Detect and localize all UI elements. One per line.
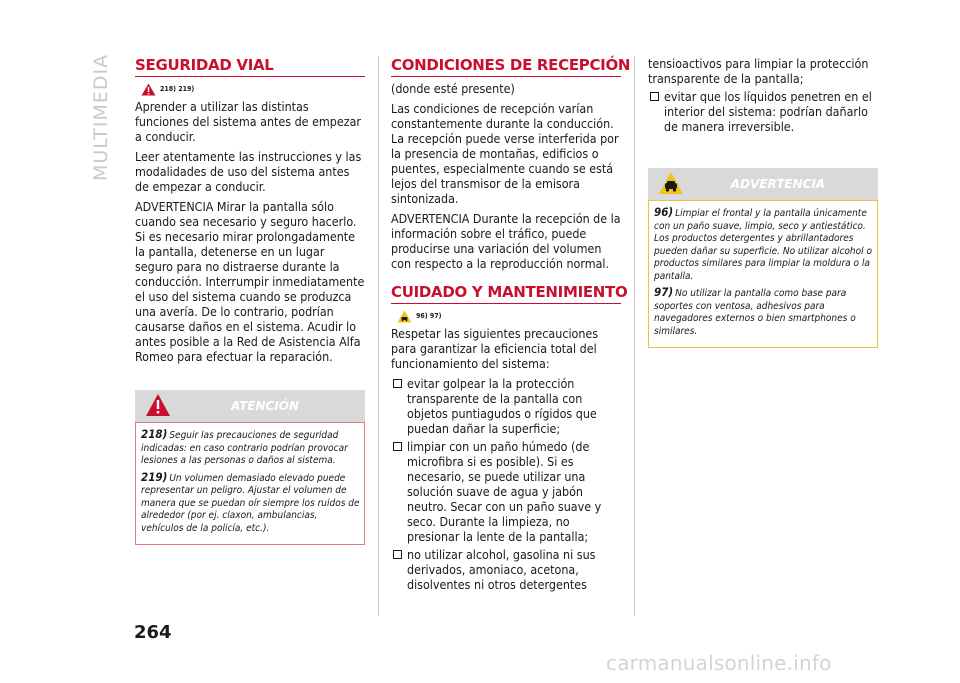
note-218: 218) Seguir las precauciones de seguridad indicadas: en caso contrario podrían provocar lesiones a las personas o daños al sistema. (141, 427, 348, 466)
list-item: evitar golpear la la protección transparente de la pantalla con objetos puntiagudos o rígidos que puedan dañar la superficie; (391, 376, 621, 436)
note-219: 219) Un volumen demasiado elevado puede representar un peligro. Ajustar el volumen de manera que se puedan oír siempre los ruidos de alrededor (por ej. claxon, ambulancias, vehículos de la policía, etc.). (141, 469, 360, 534)
section-heading-cuidado-y-mantenimiento: CUIDADO Y MANTENIMIENTO (391, 283, 621, 304)
note-96: 96) Limpiar el frontal y la pantalla únicamente con un paño suave, limpio, seco y antiestático. Los productos detergentes y abrillantadores pueden dañar su superficie. No utilizar alcohol o productos similares para limpiar la moldura o la pantalla. (654, 205, 872, 282)
checkbox-bullet-icon (393, 379, 402, 388)
advertencia-box (648, 200, 878, 348)
checkbox-bullet-icon (393, 550, 402, 559)
column-seguridad-vial (135, 56, 365, 545)
warning-triangle-icon (145, 393, 171, 417)
column-condiciones (391, 56, 631, 592)
watermark: carmanualsonline.info (606, 651, 832, 675)
car-warning-icon (658, 171, 684, 195)
list-item: evitar que los líquidos penetren en el interior del sistema: podrían dañarlo de manera irreversible. (648, 89, 878, 134)
car-warning-icon (397, 310, 412, 323)
list-item: limpiar con un paño húmedo (de microfibra si es posible). Si es necesario, se puede utilizar una solución suave de agua y jabón neutro. Secar con un paño suave y seco. Durante la limpieza, no presionar la lente de la pantalla; (391, 439, 621, 544)
paragraph: Aprender a utilizar las distintas funciones del sistema antes de empezar a conducir. (135, 99, 361, 144)
paragraph: ADVERTENCIA Durante la recepción de la información sobre el tráfico, puede producirse una variación del volumen con respecto a la reproducción normal. (391, 211, 621, 271)
paragraph: ADVERTENCIA Mirar la pantalla sólo cuando sea necesario y seguro hacerlo. Si es necesario mirar prolongadamente la pantalla, detenerse en un lugar seguro para no distraerse durante la conducción. Interrumpir inmediatamente el uso del sistema cuando se produzca una avería. De lo contrario, podrían causarse daños en el sistema. Acudir lo antes posible a la Red de Asistencia Alfa Romeo para efectuar la reparación. (135, 199, 365, 364)
reference-numbers: 218) 219) (160, 85, 195, 93)
paragraph: Las condiciones de recepción varían constantemente durante la conducción. La recepción puede verse interferida por la presencia de montañas, edificios o puentes, especialmente cuando se está lejos del transmisor de la emisora sintonizada. (391, 101, 619, 206)
warning-references (141, 81, 365, 97)
section-heading-condiciones-de-recepcion: CONDICIONES DE RECEPCIÓN (391, 56, 621, 77)
checkbox-bullet-icon (650, 92, 659, 101)
note-97: 97) No utilizar la pantalla como base para soportes con ventosa, adhesivos para navegadores externos o bien smartphones o similares. (654, 285, 856, 337)
section-heading-seguridad-vial: SEGURIDAD VIAL (135, 56, 365, 77)
attention-box-header (135, 390, 365, 422)
list-item: no utilizar alcohol, gasolina ni sus derivados, amoniaco, acetona, disolventes ni otros detergentes (391, 547, 621, 592)
advertencia-box-title: ADVERTENCIA (730, 177, 826, 191)
section-side-label: MULTIMEDIA (90, 53, 112, 181)
column-divider (378, 56, 379, 616)
attention-box (135, 422, 365, 545)
paragraph: Respetar las siguientes precauciones para garantizar la eficiencia total del funcionamiento del sistema: (391, 326, 599, 371)
paragraph: (donde esté presente) (391, 81, 515, 96)
column-divider (634, 56, 635, 616)
column-continuation (648, 56, 878, 348)
advertencia-box-header (648, 168, 878, 200)
warning-triangle-icon (141, 83, 156, 96)
paragraph: tensioactivos para limpiar la protección transparente de la pantalla; (648, 56, 869, 86)
attention-box-title: ATENCIÓN (230, 399, 300, 413)
checkbox-bullet-icon (393, 442, 402, 451)
reference-numbers: 96) 97) (416, 312, 442, 320)
warning-references (397, 308, 621, 324)
paragraph: Leer atentamente las instrucciones y las modalidades de uso del sistema antes de empezar a conducir. (135, 149, 362, 194)
page-number: 264 (134, 622, 172, 643)
